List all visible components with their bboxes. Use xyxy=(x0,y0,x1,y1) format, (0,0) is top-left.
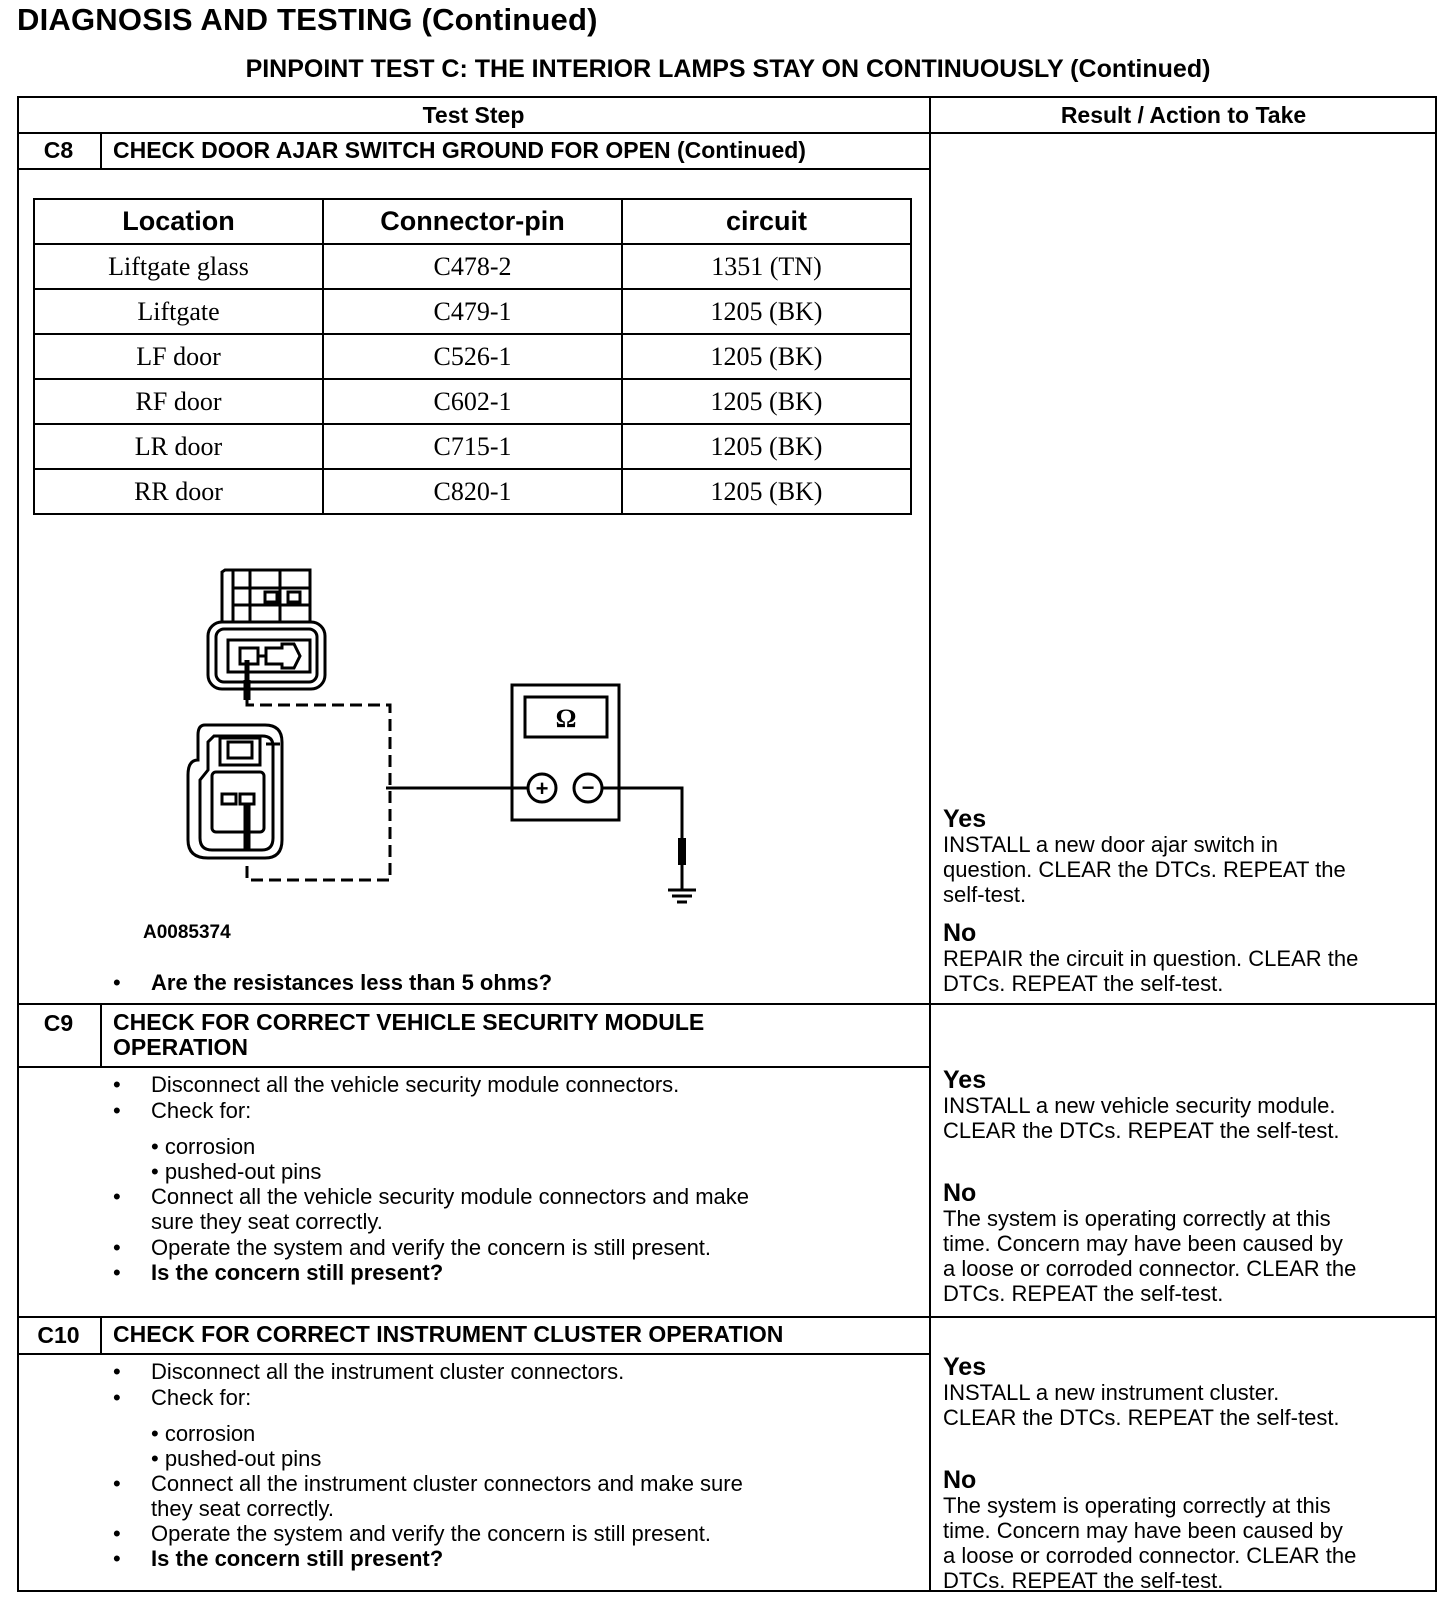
c9-id-divider xyxy=(100,1003,102,1067)
table-row xyxy=(34,424,911,469)
c8-question-text: Are the resistances less than 5 ohms? xyxy=(151,970,553,995)
circuit-cell: 1205 (BK) xyxy=(622,379,911,424)
circuit-cell: 1205 (BK) xyxy=(622,334,911,379)
c10-id-divider xyxy=(100,1316,102,1354)
step-title-c9-line: OPERATION xyxy=(113,1034,249,1060)
c8-no-line: DTCs. REPEAT the self-test. xyxy=(943,971,1224,996)
c9-step-text: Check for: xyxy=(151,1098,252,1123)
c9-title-divider xyxy=(17,1066,930,1068)
connector-pin-cell: C602-1 xyxy=(323,379,622,424)
step-title-c8: CHECK DOOR AJAR SWITCH GROUND FOR OPEN (Continued) xyxy=(113,137,806,163)
c10-step-text: Check for: xyxy=(151,1385,252,1410)
step-title-c9 xyxy=(113,1010,704,1060)
connector-pin-cell: C526-1 xyxy=(323,334,622,379)
bullet-icon: • xyxy=(113,1385,121,1410)
step-id-c9: C9 xyxy=(43,1010,74,1036)
column-header-connector-pin: Connector-pin xyxy=(323,199,622,244)
c9-step-text: Operate the system and verify the concern is still present. xyxy=(151,1235,712,1260)
table-header-row xyxy=(34,199,911,244)
column-header-circuit: circuit xyxy=(622,199,911,244)
c8-yes-line: self-test. xyxy=(943,882,1027,907)
c10-no-label: No xyxy=(943,1466,977,1494)
bullet-icon: • xyxy=(113,1184,121,1209)
door-ajar-switch-connector-icon xyxy=(208,570,325,689)
location-cell: LF door xyxy=(34,334,323,379)
circuit-cell: 1205 (BK) xyxy=(622,469,911,514)
connector-pin-cell: C820-1 xyxy=(323,469,622,514)
c9-yes-label: Yes xyxy=(943,1066,987,1094)
connector-pin-cell: C478-2 xyxy=(323,244,622,289)
c9-c10-divider xyxy=(17,1316,1437,1318)
c10-substep: • pushed-out pins xyxy=(151,1446,322,1471)
bullet-icon: • xyxy=(113,1098,121,1123)
c8-yes-label: Yes xyxy=(943,805,987,833)
c9-no-result xyxy=(943,1180,1356,1306)
bullet-icon: • xyxy=(113,1072,121,1097)
table-row xyxy=(34,289,911,334)
location-cell: LR door xyxy=(34,424,323,469)
column-divider xyxy=(929,96,931,1592)
ground-icon xyxy=(668,890,696,902)
bullet-icon: • xyxy=(113,1235,121,1260)
c9-no-line: time. Concern may have been caused by xyxy=(943,1231,1343,1256)
c9-step-continued: sure they seat correctly. xyxy=(151,1209,383,1234)
c9-no-line: The system is operating correctly at this xyxy=(943,1206,1331,1231)
step-title-c10: CHECK FOR CORRECT INSTRUMENT CLUSTER OPERATION xyxy=(113,1321,784,1347)
c10-step-continued: they seat correctly. xyxy=(151,1496,334,1521)
c10-title-divider xyxy=(17,1353,930,1355)
c8-title-divider xyxy=(17,168,930,170)
ohm-symbol: Ω xyxy=(555,704,577,733)
c10-step-text: Connect all the instrument cluster connectors and make sure xyxy=(151,1471,743,1496)
header-row-divider xyxy=(17,132,1437,134)
c10-yes-line: INSTALL a new instrument cluster. xyxy=(943,1380,1280,1405)
c10-step-text: Operate the system and verify the concern is still present. xyxy=(151,1521,712,1546)
c10-question-text: Is the concern still present? xyxy=(151,1546,444,1571)
c8-id-divider xyxy=(100,132,102,169)
ohmmeter-test-diagram xyxy=(170,560,740,940)
c8-yes-line: INSTALL a new door ajar switch in xyxy=(943,832,1279,857)
location-cell: Liftgate glass xyxy=(34,244,323,289)
c10-yes-label: Yes xyxy=(943,1353,987,1381)
location-cell: Liftgate xyxy=(34,289,323,334)
table-row xyxy=(34,379,911,424)
location-cell: RR door xyxy=(34,469,323,514)
c9-substep: • pushed-out pins xyxy=(151,1159,322,1184)
figure-id: A0085374 xyxy=(143,922,231,943)
meter-plus-terminal: + xyxy=(535,776,549,801)
bullet-icon: • xyxy=(113,1471,121,1496)
c10-no-result xyxy=(943,1467,1356,1593)
connector-pin-cell: C715-1 xyxy=(323,424,622,469)
c10-yes-result xyxy=(943,1354,1340,1430)
c10-no-line: The system is operating correctly at this xyxy=(943,1493,1331,1518)
c8-no-label: No xyxy=(943,919,977,947)
meter-minus-terminal: − xyxy=(581,775,595,800)
c10-no-line: DTCs. REPEAT the self-test. xyxy=(943,1568,1224,1593)
table-row xyxy=(34,244,911,289)
connector-location-table xyxy=(33,198,912,515)
c9-substep: • corrosion xyxy=(151,1134,256,1159)
c10-step-text: Disconnect all the instrument cluster connectors. xyxy=(151,1359,625,1384)
table-row xyxy=(34,334,911,379)
step-id-c8: C8 xyxy=(43,137,74,163)
connector-pin-cell: C479-1 xyxy=(323,289,622,334)
step-id-c10: C10 xyxy=(37,1322,80,1348)
test-step-column-header: Test Step xyxy=(422,102,525,128)
circuit-cell: 1205 (BK) xyxy=(622,424,911,469)
c8-no-result xyxy=(943,920,1358,996)
result-column-header: Result / Action to Take xyxy=(1060,102,1307,128)
c8-yes-result xyxy=(943,806,1346,907)
c9-yes-line: INSTALL a new vehicle security module. xyxy=(943,1093,1336,1118)
location-cell: RF door xyxy=(34,379,323,424)
c9-no-label: No xyxy=(943,1179,977,1207)
c9-question-text: Is the concern still present? xyxy=(151,1260,444,1285)
step-title-c9-line: CHECK FOR CORRECT VEHICLE SECURITY MODULE xyxy=(113,1009,705,1035)
c9-no-line: DTCs. REPEAT the self-test. xyxy=(943,1281,1224,1306)
c9-no-line: a loose or corroded connector. CLEAR the xyxy=(943,1256,1357,1281)
pinpoint-test-title: PINPOINT TEST C: THE INTERIOR LAMPS STAY ON CONTINUOUSLY (Continued) xyxy=(245,55,1211,83)
bullet-icon: • xyxy=(113,1260,121,1285)
c10-no-line: a loose or corroded connector. CLEAR the xyxy=(943,1543,1357,1568)
c9-step-text: Connect all the vehicle security module connectors and make xyxy=(151,1184,749,1209)
c8-c9-divider xyxy=(17,1003,1437,1005)
c8-yes-line: question. CLEAR the DTCs. REPEAT the xyxy=(943,857,1346,882)
bullet-icon: • xyxy=(113,1521,121,1546)
column-header-location: Location xyxy=(34,199,323,244)
c10-no-line: time. Concern may have been caused by xyxy=(943,1518,1343,1543)
c9-yes-result xyxy=(943,1067,1340,1143)
c9-yes-line: CLEAR the DTCs. REPEAT the self-test. xyxy=(943,1118,1340,1143)
c10-substep: • corrosion xyxy=(151,1421,256,1446)
c10-yes-line: CLEAR the DTCs. REPEAT the self-test. xyxy=(943,1405,1340,1430)
c8-no-line: REPAIR the circuit in question. CLEAR the xyxy=(943,946,1359,971)
harness-connector-icon xyxy=(188,725,282,858)
page-title: DIAGNOSIS AND TESTING (Continued) xyxy=(17,2,598,37)
bullet-icon: • xyxy=(113,970,121,995)
c9-step-text: Disconnect all the vehicle security module connectors. xyxy=(151,1072,680,1097)
bullet-icon: • xyxy=(113,1359,121,1384)
circuit-cell: 1351 (TN) xyxy=(622,244,911,289)
table-row xyxy=(34,469,911,514)
circuit-cell: 1205 (BK) xyxy=(622,289,911,334)
bullet-icon: • xyxy=(113,1546,121,1571)
